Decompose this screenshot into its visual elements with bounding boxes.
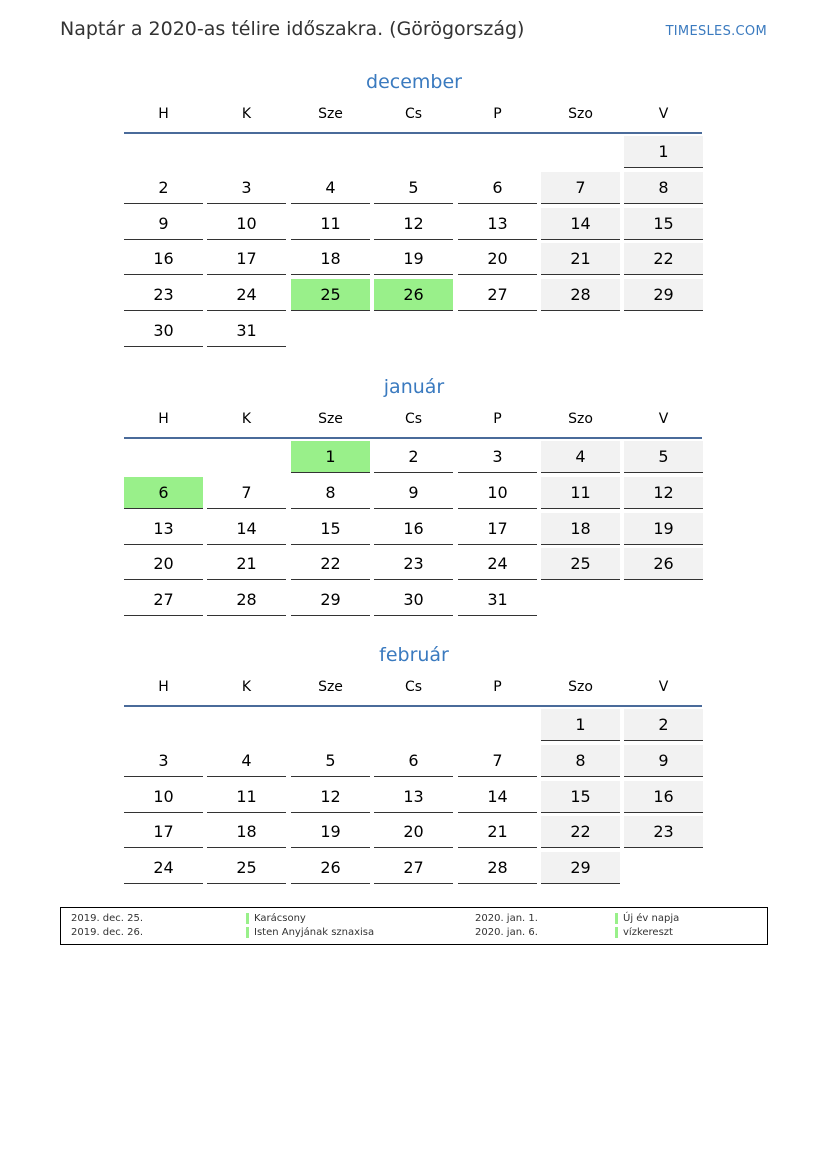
day-cell: 20 [124,548,203,580]
day-cell: 14 [458,781,537,813]
day-cell: 21 [541,243,620,275]
day-cell: 8 [291,477,370,509]
day-cell: 13 [458,208,537,240]
day-cell: 13 [374,781,453,813]
holiday-day-cell: 1 [291,441,370,473]
day-cell: 12 [291,781,370,813]
day-cell: 18 [207,816,286,848]
header-rule [124,132,702,134]
day-cell: 12 [374,208,453,240]
day-cell: 24 [458,548,537,580]
day-cell: 2 [374,441,453,473]
day-cell: 22 [291,548,370,580]
day-cell: 15 [624,208,703,240]
day-cell: 11 [541,477,620,509]
day-cell: 27 [374,852,453,884]
weekday-label: Szo [568,106,593,122]
weekday-label: Cs [404,106,423,122]
day-cell: 1 [541,709,620,741]
legend-holiday-name: vízkereszt [623,927,673,938]
weekday-label: K [241,679,252,695]
day-cell: 31 [458,584,537,616]
month-title: december [366,71,462,93]
legend-color-marker [615,927,618,938]
day-cell: 23 [124,279,203,311]
legend-date: 2020. jan. 6. [475,927,538,938]
day-cell: 17 [458,513,537,545]
day-cell: 22 [624,243,703,275]
day-cell: 30 [124,315,203,347]
month-block [124,68,704,351]
legend-holiday-name: Isten Anyjának sznaxisa [254,927,375,938]
day-cell: 18 [541,513,620,545]
day-cell: 3 [458,441,537,473]
weekday-label: H [158,411,169,427]
day-grid [124,709,704,888]
day-cell: 18 [291,243,370,275]
month-block [124,641,704,888]
day-cell: 27 [124,584,203,616]
day-cell: 17 [207,243,286,275]
legend-date: 2019. dec. 26. [71,927,144,938]
day-cell: 9 [124,208,203,240]
weekday-label: P [493,679,502,695]
day-cell: 12 [624,477,703,509]
holiday-day-cell: 6 [124,477,203,509]
day-cell: 30 [374,584,453,616]
day-cell: 31 [207,315,286,347]
day-cell: 27 [458,279,537,311]
day-cell: 26 [291,852,370,884]
day-cell: 5 [374,172,453,204]
day-cell: 16 [374,513,453,545]
weekday-label: Cs [404,679,423,695]
legend-holiday-name: Karácsony [254,913,306,924]
month-title: január [383,376,445,398]
day-cell: 1 [624,136,703,168]
weekday-label: H [158,106,169,122]
day-cell: 28 [207,584,286,616]
holiday-day-cell: 26 [374,279,453,311]
holiday-legend [60,907,768,945]
day-cell: 14 [207,513,286,545]
weekday-label: K [241,106,252,122]
weekday-label: Cs [404,411,423,427]
day-cell: 17 [124,816,203,848]
month-block [124,373,704,620]
weekday-label: Sze [318,106,343,122]
day-cell: 10 [458,477,537,509]
day-cell: 7 [541,172,620,204]
day-cell: 5 [291,745,370,777]
day-cell: 25 [541,548,620,580]
day-cell: 4 [207,745,286,777]
day-cell: 28 [541,279,620,311]
weekday-label: V [658,411,669,427]
day-cell: 2 [624,709,703,741]
holiday-day-cell: 25 [291,279,370,311]
day-cell: 2 [124,172,203,204]
day-cell: 29 [291,584,370,616]
day-cell: 29 [624,279,703,311]
day-cell: 11 [291,208,370,240]
day-cell: 15 [541,781,620,813]
weekday-label: Sze [318,411,343,427]
day-cell: 25 [207,852,286,884]
day-cell: 23 [624,816,703,848]
weekday-header [124,104,704,132]
day-cell: 16 [624,781,703,813]
header-rule [124,705,702,707]
weekday-label: Sze [318,679,343,695]
day-cell: 11 [207,781,286,813]
legend-date: 2020. jan. 1. [475,913,538,924]
day-cell: 6 [458,172,537,204]
weekday-label: Szo [568,679,593,695]
day-cell: 24 [124,852,203,884]
day-cell: 26 [624,548,703,580]
day-cell: 22 [541,816,620,848]
day-cell: 29 [541,852,620,884]
weekday-label: P [493,411,502,427]
day-cell: 4 [291,172,370,204]
page-title: Naptár a 2020-as télire időszakra. (Görögország) [60,18,525,40]
weekday-label: K [241,411,252,427]
day-cell: 20 [458,243,537,275]
day-cell: 28 [458,852,537,884]
weekday-label: Szo [568,411,593,427]
legend-date: 2019. dec. 25. [71,913,144,924]
day-cell: 16 [124,243,203,275]
day-cell: 5 [624,441,703,473]
legend-color-marker [246,913,249,924]
legend-color-marker [615,913,618,924]
day-cell: 10 [207,208,286,240]
weekday-label: V [658,679,669,695]
legend-holiday-name: Új év napja [623,913,680,924]
day-cell: 10 [124,781,203,813]
day-grid [124,136,704,351]
day-cell: 19 [291,816,370,848]
day-cell: 4 [541,441,620,473]
day-cell: 23 [374,548,453,580]
header-rule [124,437,702,439]
weekday-label: V [658,106,669,122]
day-cell: 3 [124,745,203,777]
day-grid [124,441,704,620]
brand-link[interactable]: TIMESLES.COM [665,24,767,39]
weekday-label: P [493,106,502,122]
day-cell: 19 [374,243,453,275]
day-cell: 14 [541,208,620,240]
day-cell: 9 [624,745,703,777]
day-cell: 6 [374,745,453,777]
day-cell: 8 [541,745,620,777]
day-cell: 24 [207,279,286,311]
legend-color-marker [246,927,249,938]
day-cell: 7 [458,745,537,777]
day-cell: 21 [207,548,286,580]
day-cell: 7 [207,477,286,509]
weekday-header [124,409,704,437]
day-cell: 20 [374,816,453,848]
day-cell: 9 [374,477,453,509]
day-cell: 15 [291,513,370,545]
day-cell: 21 [458,816,537,848]
month-title: február [379,644,449,666]
weekday-header [124,677,704,705]
day-cell: 13 [124,513,203,545]
day-cell: 19 [624,513,703,545]
day-cell: 8 [624,172,703,204]
weekday-label: H [158,679,169,695]
day-cell: 3 [207,172,286,204]
